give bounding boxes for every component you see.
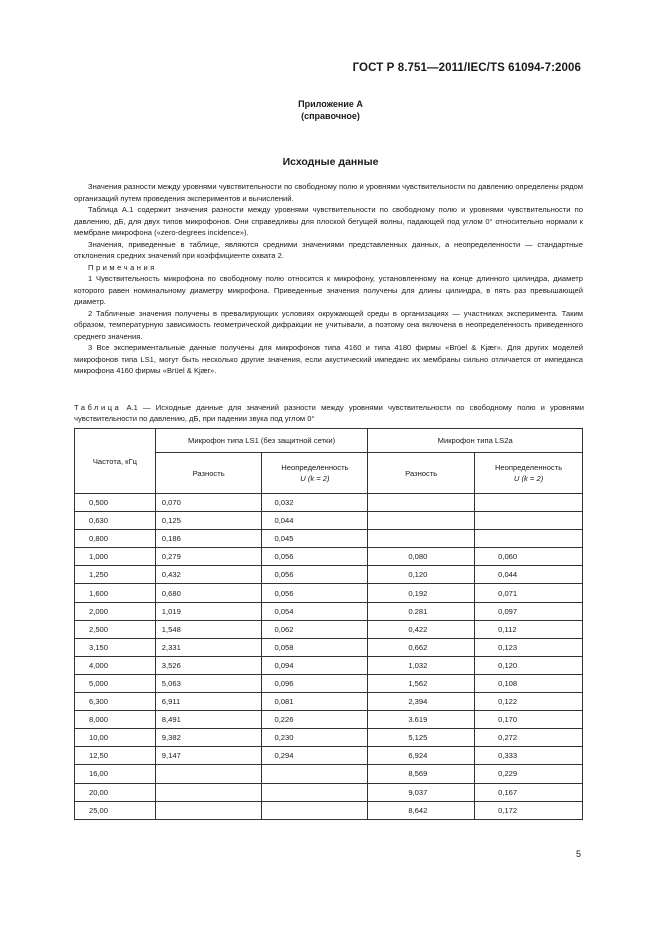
table-cell: 0,122 — [475, 693, 583, 711]
table-cell: 0,060 — [475, 548, 583, 566]
table-body — [75, 494, 583, 820]
table-cell: 0,294 — [262, 747, 368, 765]
table-cell: 3,150 — [75, 638, 156, 656]
table-cell: 0,120 — [368, 566, 475, 584]
table-cell: 0,630 — [75, 512, 156, 530]
table-cell: 0,070 — [155, 494, 262, 512]
column-header-frequency: Частота, кГц — [75, 429, 156, 494]
table-cell: 9,147 — [155, 747, 262, 765]
table-cell: 8,000 — [75, 711, 156, 729]
note: 3 Все экспериментальные данные получены для микрофонов типа 4160 и типа 4180 фирмы «Brüel & Kjær». Для других моделей микрофонов типа LS1, могут быть несколько другие значения, если акустический импеданс их мембраны сильно отличается от импеданса микрофона 4160 фирмы «Brüel & Kjær». — [74, 343, 583, 375]
table-cell: 12,50 — [75, 747, 156, 765]
table-cell: 0,333 — [475, 747, 583, 765]
table-cell — [262, 783, 368, 801]
table-cell: 0,192 — [368, 584, 475, 602]
table-row — [75, 584, 583, 602]
table-cell: 0.281 — [368, 602, 475, 620]
page-number: 5 — [576, 849, 582, 859]
column-header-uncertainty — [262, 453, 368, 494]
table-row — [75, 620, 583, 638]
column-group-ls1: Микрофон типа LS1 (без защитной сетки) — [155, 429, 368, 453]
table-cell: 0,120 — [475, 656, 583, 674]
table-cell: 25,00 — [75, 801, 156, 819]
table-caption-text: А.1 — Исходные данные для значений разности между уровнями чувствительности по свободному полю и уровнями чувствительности по давлению, дБ, при падении звука под углом 0° — [74, 403, 584, 423]
section-title: Исходные данные — [282, 156, 379, 168]
uncertainty-formula: U (k = 2) — [513, 474, 544, 483]
paragraph: Значения, приведенные в таблице, являются средними значениями представленных данных, а неопределенности — стандартные отклонения средних значений при коэффициенте охвата 2. — [74, 239, 583, 260]
paragraph: Таблица А.1 содержит значения разности между уровнями чувствительности по свободному полю и уровнями чувствительности по давлению, дБ, для двух типов микрофонов. Они справедливы для плоской бегущей волны, падающей под углом 0° относительно нормали к мембране микрофона («zero-degrees incidence»). — [74, 205, 583, 237]
table-cell: 0,432 — [155, 566, 262, 584]
table-cell: 0,229 — [475, 765, 583, 783]
table-cell: 0,125 — [155, 512, 262, 530]
table-cell: 0,272 — [475, 729, 583, 747]
table-row — [75, 729, 583, 747]
table-row — [75, 801, 583, 819]
table-cell: 0,056 — [262, 566, 368, 584]
table-cell: 0,422 — [368, 620, 475, 638]
column-header-difference: Разность — [155, 453, 262, 494]
body-text — [74, 181, 583, 377]
table-cell: 1,562 — [368, 674, 475, 692]
table-cell: 0,094 — [262, 656, 368, 674]
column-header-difference: Разность — [368, 453, 475, 494]
table-cell: 0,096 — [262, 674, 368, 692]
table-cell: 0,056 — [262, 584, 368, 602]
table-cell: 1,548 — [155, 620, 262, 638]
table-cell: 0,081 — [262, 693, 368, 711]
column-header-uncertainty — [475, 453, 583, 494]
table-row — [75, 512, 583, 530]
table-cell: 1,032 — [368, 656, 475, 674]
table-cell — [475, 512, 583, 530]
table-cell: 5,125 — [368, 729, 475, 747]
uncertainty-formula: U (k = 2) — [300, 474, 330, 483]
table-row — [75, 548, 583, 566]
annex-subtitle: (справочное) — [301, 111, 360, 121]
table-cell: 16,00 — [75, 765, 156, 783]
table-cell — [262, 765, 368, 783]
table-cell: 5,000 — [75, 674, 156, 692]
table-cell: 0,054 — [262, 602, 368, 620]
table-cell: 2,000 — [75, 602, 156, 620]
table-cell: 0,071 — [475, 584, 583, 602]
table-cell — [155, 765, 262, 783]
table-cell: 1,019 — [155, 602, 262, 620]
table-cell: 4,000 — [75, 656, 156, 674]
table-cell: 0,170 — [475, 711, 583, 729]
table-cell: 3.619 — [368, 711, 475, 729]
paragraph: Значения разности между уровнями чувствительности по свободному полю и уровнями чувствительности по давлению определены рядом организаций путем проведения экспериментов и вычислений. — [74, 182, 583, 203]
table-cell: 0,800 — [75, 530, 156, 548]
table-row — [75, 656, 583, 674]
table-cell: 6,924 — [368, 747, 475, 765]
table-cell — [475, 530, 583, 548]
table-cell: 6,300 — [75, 693, 156, 711]
table-cell: 9,037 — [368, 783, 475, 801]
table-row — [75, 638, 583, 656]
table-cell: 0,500 — [75, 494, 156, 512]
table-cell: 8,491 — [155, 711, 262, 729]
table-cell: 0,662 — [368, 638, 475, 656]
notes-title: Примечания — [88, 262, 157, 272]
table-row — [75, 494, 583, 512]
table-row — [75, 765, 583, 783]
table-cell: 0,112 — [475, 620, 583, 638]
table-cell: 2,394 — [368, 693, 475, 711]
table-cell — [368, 512, 475, 530]
table-cell: 3,526 — [155, 656, 262, 674]
table-cell: 0,044 — [475, 566, 583, 584]
table-caption — [74, 402, 584, 424]
table-cell: 8,569 — [368, 765, 475, 783]
table-cell: 0,108 — [475, 674, 583, 692]
table-cell — [368, 530, 475, 548]
table-cell — [155, 801, 262, 819]
table-cell — [155, 783, 262, 801]
table-cell: 2,331 — [155, 638, 262, 656]
table-cell: 0,045 — [262, 530, 368, 548]
note: 2 Табличные значения получены в превалирующих условиях окружающей среды в организациях — участниках эксперимента. Таким образом, температурную зависимость геометрической дифракции не учитывали, а поэтому она включена в неопределенность приведенного среднего значения. — [74, 308, 583, 341]
table-cell: 0,680 — [155, 584, 262, 602]
table-cell: 0,123 — [475, 638, 583, 656]
annex-title: Приложение А — [298, 99, 363, 109]
table-row — [75, 747, 583, 765]
table-cell: 6,911 — [155, 693, 262, 711]
table-cell: 0,097 — [475, 602, 583, 620]
table-caption-word: Таблица — [74, 403, 122, 412]
table-row — [75, 674, 583, 692]
table-cell: 0,044 — [262, 512, 368, 530]
table-cell: 9,382 — [155, 729, 262, 747]
table-row — [75, 566, 583, 584]
table-cell: 1,600 — [75, 584, 156, 602]
table-cell: 1,000 — [75, 548, 156, 566]
document-header: ГОСТ Р 8.751—2011/IEC/TS 61094-7:2006 — [352, 62, 581, 74]
table-row — [75, 602, 583, 620]
table-cell: 1,250 — [75, 566, 156, 584]
table-row — [75, 711, 583, 729]
table-cell: 0,172 — [475, 801, 583, 819]
annex-heading — [0, 98, 661, 122]
table-cell: 0,226 — [262, 711, 368, 729]
note: 1 Чувствительность микрофона по свободному полю относится к микрофону, установленному на конце длинного цилиндра, диаметр которого равен номинальному диаметру микрофона. Приведенные значения получены для длины цилиндра, в пять раз превышающей диаметр. — [74, 274, 583, 306]
table-cell: 0,080 — [368, 548, 475, 566]
table-cell: 20,00 — [75, 783, 156, 801]
table-cell — [368, 494, 475, 512]
table-cell: 0,230 — [262, 729, 368, 747]
table-cell: 0,032 — [262, 494, 368, 512]
table-cell: 10,00 — [75, 729, 156, 747]
table-cell — [475, 494, 583, 512]
uncertainty-label: Неопределенность — [281, 463, 349, 472]
table-row — [75, 693, 583, 711]
table-cell: 5,063 — [155, 674, 262, 692]
table-cell — [262, 801, 368, 819]
table-cell: 0,062 — [262, 620, 368, 638]
table-cell: 2,500 — [75, 620, 156, 638]
table-row — [75, 783, 583, 801]
table-cell: 0,279 — [155, 548, 262, 566]
data-table — [74, 428, 583, 820]
table-cell: 0,167 — [475, 783, 583, 801]
table-cell: 0,186 — [155, 530, 262, 548]
table-cell: 0,056 — [262, 548, 368, 566]
table-cell: 8,642 — [368, 801, 475, 819]
column-group-ls2a: Микрофон типа LS2a — [368, 429, 583, 453]
uncertainty-label: Неопределенность — [494, 463, 563, 472]
table-cell: 0,058 — [262, 638, 368, 656]
table-row — [75, 530, 583, 548]
